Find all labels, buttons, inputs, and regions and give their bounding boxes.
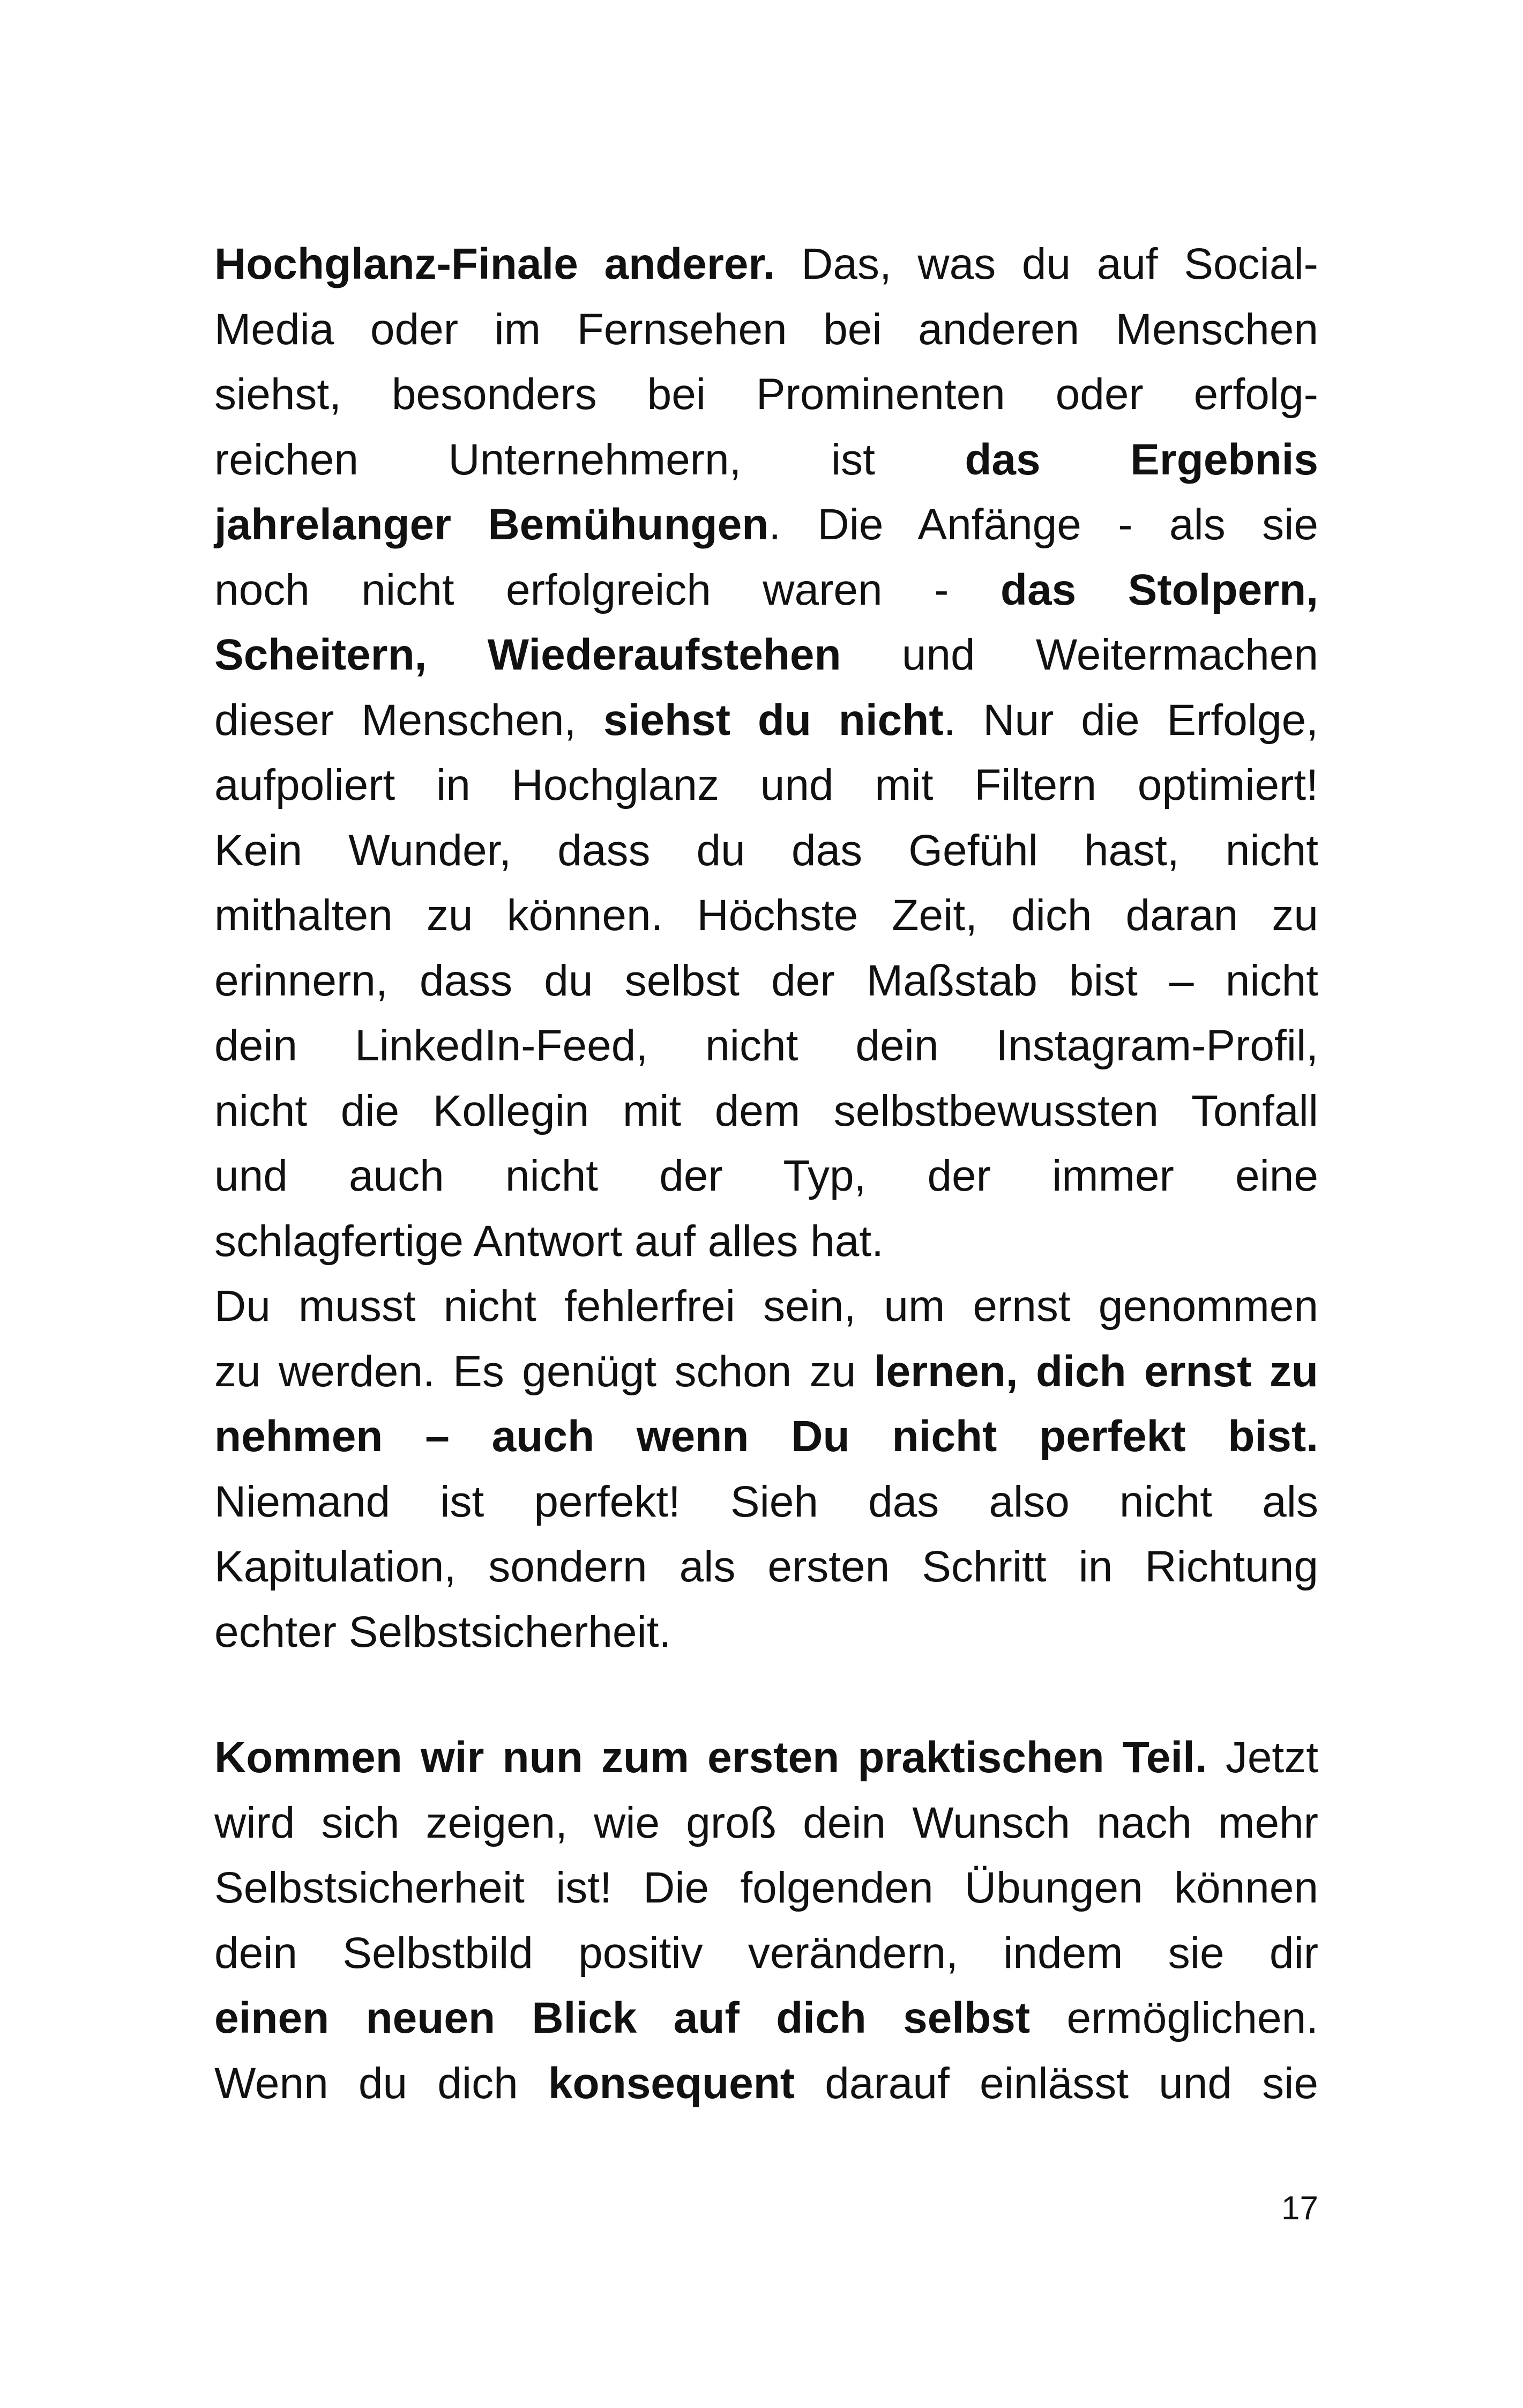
text-run: Kein Wunder, dass du das Gefühl hast, nicht	[214, 826, 1318, 875]
text-run: Media oder im Fernsehen bei anderen Menschen	[214, 304, 1318, 354]
text-run: Wenn du dich	[214, 2058, 548, 2108]
text-run: . Die Anfänge - als sie	[768, 500, 1318, 549]
text-line	[214, 1013, 1318, 1079]
text-run: reichen Unternehmern, ist	[214, 435, 965, 484]
text-line	[214, 1790, 1318, 1856]
text-run: wird sich zeigen, wie groß dein Wunsch nach mehr	[214, 1798, 1318, 1847]
text-line	[214, 1469, 1318, 1535]
text-run: Du musst nicht fehlerfrei sein, um ernst genommen	[214, 1282, 1318, 1331]
bold-run: lernen, dich ernst zu	[874, 1347, 1318, 1396]
text-run: siehst, besonders bei Prominenten oder erfolg-	[214, 370, 1318, 419]
text-run: Das, was du auf Social-	[775, 240, 1318, 288]
paragraph-1	[214, 232, 1318, 1274]
text-line	[214, 297, 1318, 362]
text-run: Jetzt	[1207, 1733, 1319, 1782]
text-line	[214, 1600, 1318, 1665]
text-run: dieser Menschen,	[214, 695, 604, 745]
bold-run: Scheitern, Wiederaufstehen	[214, 630, 841, 679]
paragraph-2	[214, 1274, 1318, 1664]
text-run: zu werden. Es genügt schon zu	[214, 1347, 874, 1396]
text-run: ermöglichen.	[1030, 1994, 1318, 2042]
text-line	[214, 232, 1318, 297]
text-run: mithalten zu können. Höchste Zeit, dich daran zu	[214, 891, 1318, 940]
text-run: schlagfertige Antwort auf alles hat.	[214, 1216, 884, 1266]
text-line	[214, 1079, 1318, 1144]
bold-run: einen neuen Blick auf dich selbst	[214, 1994, 1031, 2042]
bold-run: Kommen wir nun zum ersten praktischen Teil.	[214, 1733, 1207, 1782]
page-number: 17	[1281, 2190, 1318, 2227]
text-line	[214, 2051, 1318, 2116]
text-line	[214, 1725, 1318, 1790]
text-line	[214, 1143, 1318, 1209]
text-line	[214, 753, 1318, 818]
bold-run: jahrelanger Bemühungen	[214, 500, 769, 549]
text-run: dein Selbstbild positiv verändern, indem sie dir	[214, 1928, 1318, 1978]
text-run: und auch nicht der Typ, der immer eine	[214, 1151, 1318, 1200]
bold-run: Hochglanz-Finale anderer.	[214, 240, 775, 288]
text-run: aufpoliert in Hochglanz und mit Filtern optimiert!	[214, 761, 1318, 809]
text-run: echter Selbstsicherheit.	[214, 1607, 671, 1656]
text-run: Niemand ist perfekt! Sieh das also nicht als	[214, 1477, 1318, 1526]
text-line	[214, 948, 1318, 1014]
text-run: Selbstsicherheit ist! Die folgenden Übungen können	[214, 1863, 1318, 1912]
text-line	[214, 818, 1318, 883]
text-run: nicht die Kollegin mit dem selbstbewussten Tonfall	[214, 1086, 1318, 1135]
text-line	[214, 1986, 1318, 2051]
text-run: darauf einlässt und sie	[795, 2058, 1318, 2108]
bold-run: das Ergebnis	[965, 435, 1318, 484]
text-line	[214, 883, 1318, 948]
text-line	[214, 1274, 1318, 1339]
bold-run: siehst du nicht	[603, 695, 944, 745]
text-line	[214, 1534, 1318, 1600]
text-line	[214, 622, 1318, 688]
text-line	[214, 362, 1318, 427]
bold-run: konsequent	[548, 2058, 795, 2108]
text-line	[214, 1209, 1318, 1274]
bold-run: nehmen – auch wenn Du nicht perfekt bist.	[214, 1412, 1318, 1461]
text-block-upper	[214, 232, 1318, 1664]
text-line	[214, 1339, 1318, 1404]
text-run: . Nur die Erfolge,	[943, 695, 1319, 745]
text-line	[214, 427, 1318, 493]
text-run: erinnern, dass du selbst der Maßstab bist – nicht	[214, 956, 1318, 1005]
text-line	[214, 558, 1318, 623]
text-run: und Weitermachen	[841, 630, 1318, 679]
text-run: dein LinkedIn-Feed, nicht dein Instagram-Profil,	[214, 1021, 1318, 1070]
bold-run: das Stolpern,	[1000, 565, 1318, 614]
text-line	[214, 688, 1318, 753]
text-run: noch nicht erfolgreich waren -	[214, 565, 1001, 614]
paragraph-3	[214, 1725, 1318, 2116]
text-line	[214, 492, 1318, 558]
text-run: Kapitulation, sondern als ersten Schritt in Richtung	[214, 1542, 1318, 1591]
text-block-lower	[214, 1725, 1318, 2116]
text-line	[214, 1404, 1318, 1469]
text-line	[214, 1921, 1318, 1986]
text-line	[214, 1855, 1318, 1921]
